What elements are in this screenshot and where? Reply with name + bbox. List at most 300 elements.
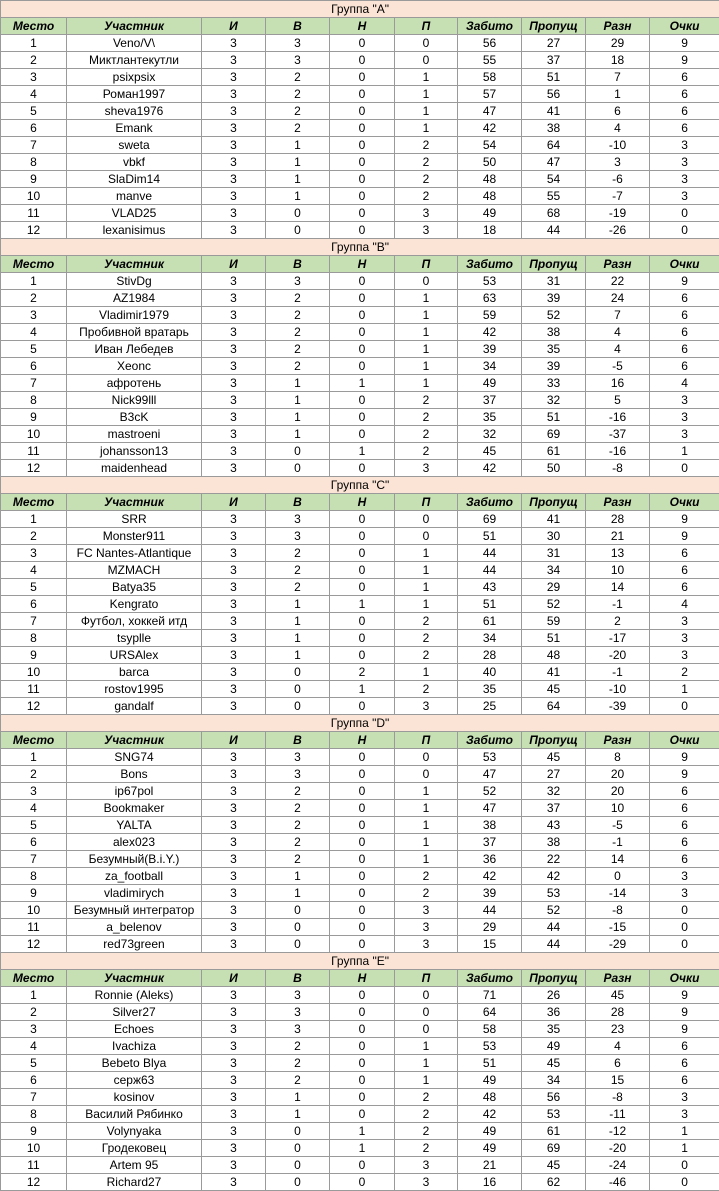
- cell-conceded: 69: [522, 426, 586, 443]
- cell-difference: 28: [586, 1004, 650, 1021]
- cell-draws: 0: [330, 1106, 395, 1123]
- cell-conceded: 49: [522, 1038, 586, 1055]
- cell-points: 6: [650, 800, 719, 817]
- cell-losses: 1: [395, 358, 458, 375]
- cell-draws: 0: [330, 885, 395, 902]
- group-title: Группа "B": [1, 239, 719, 256]
- table-row: [1, 341, 719, 358]
- cell-scored: 43: [458, 579, 522, 596]
- cell-scored: 47: [458, 103, 522, 120]
- cell-losses: 1: [395, 596, 458, 613]
- cell-losses: 2: [395, 188, 458, 205]
- cell-draws: 0: [330, 273, 395, 290]
- cell-played: 3: [202, 1055, 266, 1072]
- cell-participant: B3cK: [67, 409, 202, 426]
- cell-place: 8: [1, 154, 67, 171]
- cell-participant: Emank: [67, 120, 202, 137]
- group-title: Группа "E": [1, 953, 719, 970]
- cell-place: 2: [1, 766, 67, 783]
- cell-losses: 2: [395, 868, 458, 885]
- table-row: [1, 375, 719, 392]
- cell-place: 10: [1, 426, 67, 443]
- cell-points: 6: [650, 1038, 719, 1055]
- cell-wins: 2: [266, 783, 330, 800]
- cell-wins: 2: [266, 341, 330, 358]
- cell-difference: -29: [586, 936, 650, 953]
- cell-difference: 14: [586, 851, 650, 868]
- table-row: [1, 154, 719, 171]
- cell-scored: 57: [458, 86, 522, 103]
- table-row: [1, 511, 719, 528]
- cell-scored: 21: [458, 1157, 522, 1174]
- cell-scored: 48: [458, 1089, 522, 1106]
- cell-conceded: 53: [522, 885, 586, 902]
- cell-participant: URSAlex: [67, 647, 202, 664]
- cell-scored: 49: [458, 205, 522, 222]
- cell-scored: 49: [458, 1123, 522, 1140]
- cell-draws: 0: [330, 851, 395, 868]
- column-header-row: [1, 18, 719, 35]
- cell-losses: 1: [395, 834, 458, 851]
- column-header-wins: В: [266, 494, 330, 511]
- cell-played: 3: [202, 273, 266, 290]
- cell-wins: 1: [266, 392, 330, 409]
- cell-conceded: 44: [522, 222, 586, 239]
- cell-draws: 0: [330, 936, 395, 953]
- table-row: [1, 273, 719, 290]
- cell-place: 6: [1, 358, 67, 375]
- cell-losses: 1: [395, 562, 458, 579]
- cell-draws: 0: [330, 868, 395, 885]
- cell-wins: 3: [266, 35, 330, 52]
- cell-conceded: 39: [522, 358, 586, 375]
- cell-played: 3: [202, 409, 266, 426]
- cell-points: 1: [650, 1123, 719, 1140]
- cell-played: 3: [202, 528, 266, 545]
- cell-draws: 0: [330, 1038, 395, 1055]
- column-header-participant: Участник: [67, 732, 202, 749]
- cell-scored: 71: [458, 987, 522, 1004]
- cell-played: 3: [202, 681, 266, 698]
- cell-place: 6: [1, 120, 67, 137]
- cell-points: 6: [650, 783, 719, 800]
- column-header-played: И: [202, 18, 266, 35]
- cell-difference: 8: [586, 749, 650, 766]
- cell-place: 6: [1, 1072, 67, 1089]
- table-row: [1, 120, 719, 137]
- cell-points: 9: [650, 1021, 719, 1038]
- cell-participant: Роман1997: [67, 86, 202, 103]
- cell-points: 2: [650, 664, 719, 681]
- cell-place: 2: [1, 52, 67, 69]
- cell-scored: 52: [458, 783, 522, 800]
- cell-points: 6: [650, 851, 719, 868]
- column-header-place: Место: [1, 18, 67, 35]
- table-row: [1, 392, 719, 409]
- cell-scored: 63: [458, 290, 522, 307]
- cell-played: 3: [202, 188, 266, 205]
- cell-points: 6: [650, 120, 719, 137]
- cell-difference: -17: [586, 630, 650, 647]
- cell-played: 3: [202, 154, 266, 171]
- cell-played: 3: [202, 766, 266, 783]
- column-header-participant: Участник: [67, 494, 202, 511]
- cell-conceded: 35: [522, 341, 586, 358]
- cell-difference: 6: [586, 1055, 650, 1072]
- cell-conceded: 38: [522, 834, 586, 851]
- cell-participant: barca: [67, 664, 202, 681]
- cell-scored: 35: [458, 409, 522, 426]
- column-header-difference: Разн: [586, 494, 650, 511]
- column-header-wins: В: [266, 970, 330, 987]
- table-row: [1, 851, 719, 868]
- cell-draws: 0: [330, 511, 395, 528]
- cell-points: 9: [650, 1004, 719, 1021]
- cell-points: 0: [650, 936, 719, 953]
- cell-losses: 2: [395, 137, 458, 154]
- cell-wins: 0: [266, 698, 330, 715]
- cell-wins: 0: [266, 205, 330, 222]
- cell-played: 3: [202, 613, 266, 630]
- cell-losses: 2: [395, 613, 458, 630]
- cell-participant: kosinov: [67, 1089, 202, 1106]
- cell-participant: sheva1976: [67, 103, 202, 120]
- cell-conceded: 45: [522, 1157, 586, 1174]
- cell-participant: Veno/V\: [67, 35, 202, 52]
- cell-losses: 1: [395, 120, 458, 137]
- cell-participant: Monster911: [67, 528, 202, 545]
- cell-wins: 1: [266, 868, 330, 885]
- cell-difference: -10: [586, 681, 650, 698]
- cell-difference: 29: [586, 35, 650, 52]
- cell-participant: MZMACH: [67, 562, 202, 579]
- cell-wins: 3: [266, 749, 330, 766]
- cell-losses: 3: [395, 936, 458, 953]
- cell-place: 12: [1, 460, 67, 477]
- table-row: [1, 834, 719, 851]
- cell-participant: YALTA: [67, 817, 202, 834]
- cell-difference: -1: [586, 664, 650, 681]
- cell-played: 3: [202, 460, 266, 477]
- column-header-difference: Разн: [586, 732, 650, 749]
- cell-draws: 1: [330, 375, 395, 392]
- cell-conceded: 27: [522, 766, 586, 783]
- cell-played: 3: [202, 137, 266, 154]
- cell-scored: 58: [458, 69, 522, 86]
- cell-draws: 0: [330, 1021, 395, 1038]
- cell-conceded: 35: [522, 1021, 586, 1038]
- cell-place: 7: [1, 1089, 67, 1106]
- cell-participant: Bebeto Blya: [67, 1055, 202, 1072]
- cell-difference: 4: [586, 1038, 650, 1055]
- cell-draws: 1: [330, 596, 395, 613]
- cell-difference: -8: [586, 1089, 650, 1106]
- cell-wins: 1: [266, 596, 330, 613]
- cell-losses: 0: [395, 1021, 458, 1038]
- cell-participant: Василий Рябинко: [67, 1106, 202, 1123]
- cell-points: 1: [650, 1140, 719, 1157]
- table-row: [1, 171, 719, 188]
- group-title-row: [1, 715, 719, 732]
- cell-points: 6: [650, 341, 719, 358]
- cell-place: 9: [1, 885, 67, 902]
- cell-played: 3: [202, 86, 266, 103]
- cell-losses: 2: [395, 171, 458, 188]
- cell-scored: 37: [458, 392, 522, 409]
- cell-points: 0: [650, 460, 719, 477]
- cell-points: 6: [650, 579, 719, 596]
- cell-losses: 1: [395, 307, 458, 324]
- cell-losses: 2: [395, 1106, 458, 1123]
- cell-draws: 0: [330, 1174, 395, 1191]
- cell-points: 3: [650, 171, 719, 188]
- cell-conceded: 43: [522, 817, 586, 834]
- cell-scored: 18: [458, 222, 522, 239]
- cell-conceded: 51: [522, 409, 586, 426]
- cell-place: 9: [1, 647, 67, 664]
- cell-wins: 0: [266, 222, 330, 239]
- cell-wins: 2: [266, 579, 330, 596]
- cell-points: 3: [650, 1106, 719, 1123]
- cell-draws: 0: [330, 205, 395, 222]
- cell-played: 3: [202, 1004, 266, 1021]
- cell-participant: VLAD25: [67, 205, 202, 222]
- column-header-participant: Участник: [67, 18, 202, 35]
- cell-difference: 21: [586, 528, 650, 545]
- cell-participant: SRR: [67, 511, 202, 528]
- cell-conceded: 53: [522, 1106, 586, 1123]
- cell-points: 3: [650, 647, 719, 664]
- group-title: Группа "A": [1, 1, 719, 18]
- table-row: [1, 222, 719, 239]
- cell-wins: 3: [266, 273, 330, 290]
- cell-played: 3: [202, 1072, 266, 1089]
- cell-losses: 1: [395, 1072, 458, 1089]
- cell-difference: -20: [586, 1140, 650, 1157]
- cell-difference: 20: [586, 766, 650, 783]
- table-row: [1, 409, 719, 426]
- cell-scored: 59: [458, 307, 522, 324]
- cell-difference: 4: [586, 341, 650, 358]
- cell-draws: 0: [330, 35, 395, 52]
- column-header-place: Место: [1, 256, 67, 273]
- cell-losses: 2: [395, 885, 458, 902]
- cell-points: 3: [650, 426, 719, 443]
- group-title-row: [1, 477, 719, 494]
- table-row: [1, 936, 719, 953]
- cell-place: 2: [1, 528, 67, 545]
- cell-points: 6: [650, 834, 719, 851]
- cell-wins: 2: [266, 1055, 330, 1072]
- cell-place: 4: [1, 800, 67, 817]
- cell-losses: 2: [395, 630, 458, 647]
- cell-scored: 58: [458, 1021, 522, 1038]
- cell-conceded: 51: [522, 630, 586, 647]
- cell-draws: 0: [330, 1157, 395, 1174]
- cell-played: 3: [202, 851, 266, 868]
- cell-played: 3: [202, 936, 266, 953]
- table-row: [1, 528, 719, 545]
- cell-difference: 15: [586, 1072, 650, 1089]
- cell-losses: 3: [395, 1157, 458, 1174]
- cell-conceded: 38: [522, 120, 586, 137]
- table-row: [1, 290, 719, 307]
- group-title: Группа "D": [1, 715, 719, 732]
- table-row: [1, 103, 719, 120]
- cell-participant: sweta: [67, 137, 202, 154]
- cell-scored: 25: [458, 698, 522, 715]
- column-header-points: Очки: [650, 970, 719, 987]
- cell-place: 4: [1, 324, 67, 341]
- cell-losses: 0: [395, 35, 458, 52]
- cell-wins: 3: [266, 1021, 330, 1038]
- cell-place: 9: [1, 409, 67, 426]
- cell-draws: 0: [330, 392, 395, 409]
- cell-conceded: 37: [522, 52, 586, 69]
- cell-participant: AZ1984: [67, 290, 202, 307]
- cell-points: 0: [650, 698, 719, 715]
- cell-difference: 7: [586, 69, 650, 86]
- cell-wins: 1: [266, 1089, 330, 1106]
- cell-draws: 0: [330, 137, 395, 154]
- cell-scored: 51: [458, 596, 522, 613]
- cell-conceded: 32: [522, 392, 586, 409]
- cell-difference: 18: [586, 52, 650, 69]
- cell-scored: 16: [458, 1174, 522, 1191]
- cell-losses: 1: [395, 341, 458, 358]
- column-header-losses: П: [395, 732, 458, 749]
- table-row: [1, 443, 719, 460]
- cell-played: 3: [202, 545, 266, 562]
- cell-losses: 3: [395, 205, 458, 222]
- column-header-played: И: [202, 732, 266, 749]
- cell-played: 3: [202, 307, 266, 324]
- cell-difference: -6: [586, 171, 650, 188]
- cell-conceded: 51: [522, 69, 586, 86]
- cell-draws: 0: [330, 120, 395, 137]
- column-header-row: [1, 732, 719, 749]
- cell-wins: 0: [266, 919, 330, 936]
- cell-points: 3: [650, 885, 719, 902]
- cell-points: 9: [650, 511, 719, 528]
- cell-place: 11: [1, 681, 67, 698]
- cell-place: 2: [1, 290, 67, 307]
- cell-losses: 0: [395, 528, 458, 545]
- cell-conceded: 52: [522, 596, 586, 613]
- cell-conceded: 39: [522, 290, 586, 307]
- cell-points: 6: [650, 290, 719, 307]
- cell-scored: 54: [458, 137, 522, 154]
- cell-difference: -46: [586, 1174, 650, 1191]
- cell-conceded: 62: [522, 1174, 586, 1191]
- cell-place: 10: [1, 902, 67, 919]
- cell-played: 3: [202, 222, 266, 239]
- cell-losses: 2: [395, 426, 458, 443]
- cell-losses: 0: [395, 766, 458, 783]
- cell-difference: -10: [586, 137, 650, 154]
- cell-wins: 1: [266, 613, 330, 630]
- cell-points: 3: [650, 630, 719, 647]
- cell-participant: Volynyaka: [67, 1123, 202, 1140]
- cell-losses: 1: [395, 579, 458, 596]
- cell-draws: 0: [330, 902, 395, 919]
- cell-conceded: 52: [522, 307, 586, 324]
- cell-wins: 2: [266, 1072, 330, 1089]
- cell-draws: 0: [330, 579, 395, 596]
- cell-place: 3: [1, 545, 67, 562]
- cell-wins: 2: [266, 86, 330, 103]
- cell-scored: 44: [458, 562, 522, 579]
- cell-wins: 2: [266, 324, 330, 341]
- cell-wins: 1: [266, 137, 330, 154]
- table-row: [1, 749, 719, 766]
- column-header-scored: Забито: [458, 970, 522, 987]
- cell-scored: 47: [458, 766, 522, 783]
- cell-conceded: 38: [522, 324, 586, 341]
- column-header-place: Место: [1, 494, 67, 511]
- cell-draws: 0: [330, 1055, 395, 1072]
- cell-conceded: 61: [522, 1123, 586, 1140]
- cell-played: 3: [202, 698, 266, 715]
- cell-scored: 37: [458, 834, 522, 851]
- cell-losses: 2: [395, 392, 458, 409]
- cell-losses: 2: [395, 1123, 458, 1140]
- cell-losses: 1: [395, 664, 458, 681]
- cell-conceded: 41: [522, 103, 586, 120]
- cell-points: 1: [650, 681, 719, 698]
- cell-participant: manve: [67, 188, 202, 205]
- cell-conceded: 54: [522, 171, 586, 188]
- table-row: [1, 919, 719, 936]
- cell-draws: 0: [330, 817, 395, 834]
- cell-wins: 0: [266, 1174, 330, 1191]
- cell-losses: 1: [395, 69, 458, 86]
- cell-wins: 1: [266, 375, 330, 392]
- cell-difference: 22: [586, 273, 650, 290]
- cell-participant: Xeonc: [67, 358, 202, 375]
- cell-difference: -5: [586, 817, 650, 834]
- cell-place: 4: [1, 562, 67, 579]
- cell-draws: 0: [330, 426, 395, 443]
- cell-place: 10: [1, 1140, 67, 1157]
- cell-conceded: 31: [522, 545, 586, 562]
- cell-conceded: 34: [522, 562, 586, 579]
- column-header-losses: П: [395, 18, 458, 35]
- cell-points: 9: [650, 749, 719, 766]
- cell-played: 3: [202, 902, 266, 919]
- cell-scored: 44: [458, 545, 522, 562]
- cell-difference: 3: [586, 154, 650, 171]
- cell-losses: 1: [395, 103, 458, 120]
- cell-scored: 35: [458, 681, 522, 698]
- cell-draws: 0: [330, 103, 395, 120]
- cell-draws: 0: [330, 409, 395, 426]
- cell-conceded: 50: [522, 460, 586, 477]
- cell-losses: 2: [395, 647, 458, 664]
- cell-scored: 42: [458, 460, 522, 477]
- cell-place: 3: [1, 1021, 67, 1038]
- cell-conceded: 45: [522, 1055, 586, 1072]
- cell-played: 3: [202, 120, 266, 137]
- cell-points: 9: [650, 528, 719, 545]
- cell-losses: 1: [395, 86, 458, 103]
- cell-points: 0: [650, 919, 719, 936]
- column-header-draws: Н: [330, 494, 395, 511]
- column-header-losses: П: [395, 256, 458, 273]
- cell-scored: 39: [458, 341, 522, 358]
- cell-draws: 0: [330, 1072, 395, 1089]
- cell-participant: Миктлантекутли: [67, 52, 202, 69]
